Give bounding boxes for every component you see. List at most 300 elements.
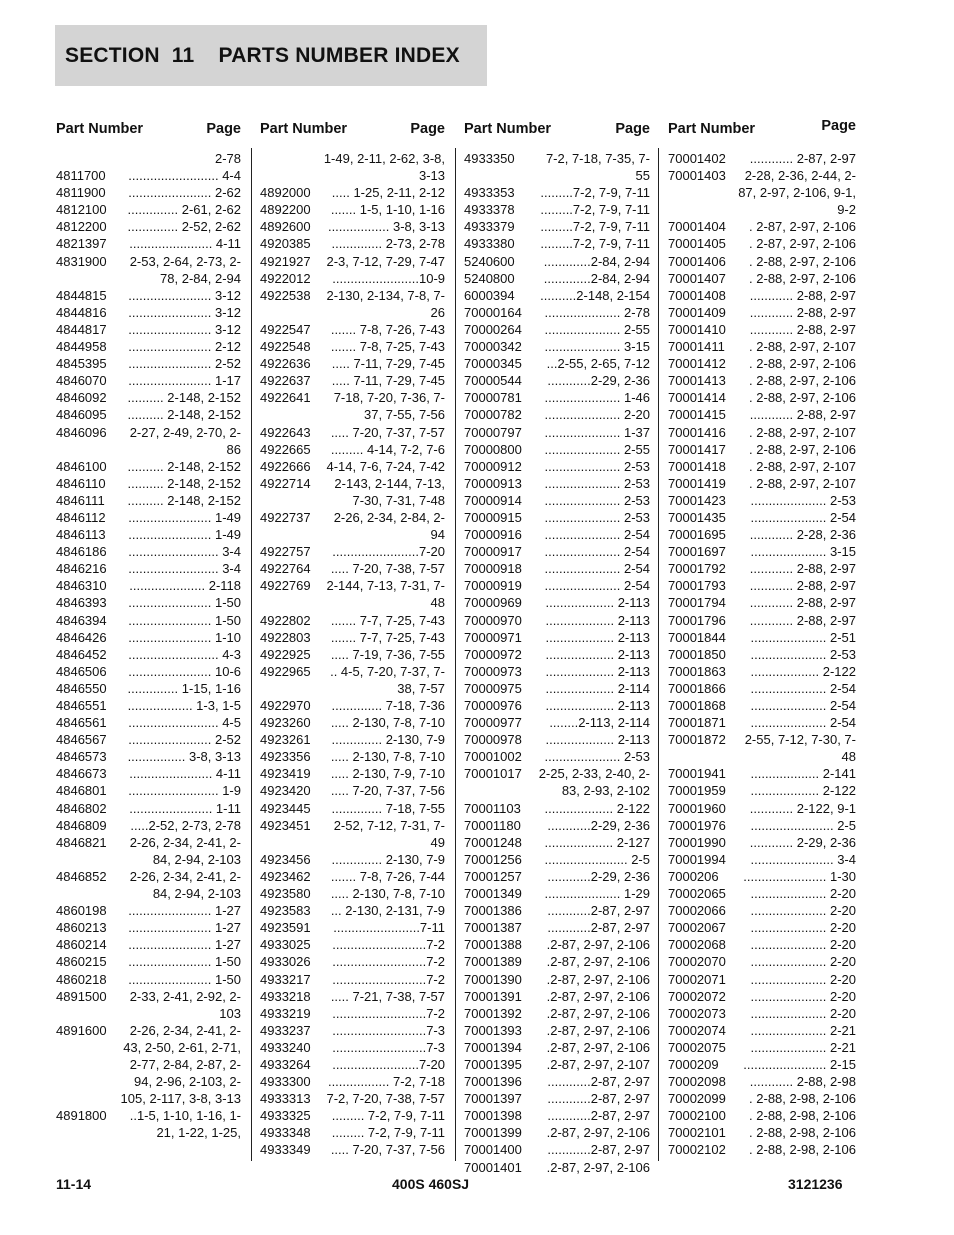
part-number: 70001257	[464, 868, 522, 884]
part-number-header: Part Number	[260, 121, 348, 137]
page-references: .. 4-5, 7-20, 7-37, 7-38, 7-57	[330, 663, 445, 696]
index-entry	[56, 834, 241, 868]
page-references: .2-87, 2-97, 2-106	[546, 1159, 650, 1175]
page-references: ....................... 1-50	[128, 971, 241, 987]
part-number: 4933219	[260, 1005, 311, 1021]
part-number-header: Part Number	[56, 121, 144, 137]
index-entry	[668, 902, 856, 919]
index-entry	[464, 1039, 650, 1056]
part-number: 70000917	[464, 544, 522, 560]
part-number: 70001103	[464, 800, 521, 816]
page-references: ........................7-20	[332, 544, 445, 560]
page-references: ....................... 2-52	[128, 732, 241, 748]
part-number: 70000797	[464, 424, 522, 440]
page-references: .........7-2, 7-9, 7-11	[540, 236, 650, 252]
index-entry	[260, 321, 445, 338]
part-number: 70000919	[464, 578, 522, 594]
page-references: ................... 2-122	[750, 663, 856, 679]
index-entry	[260, 287, 445, 321]
part-number: 70001409	[668, 304, 726, 320]
part-number: 4922666	[260, 458, 311, 474]
page-references: ......................... 4-3	[128, 646, 241, 662]
index-entry	[668, 406, 856, 423]
page-references: .............. 2-73, 2-78	[331, 236, 445, 252]
part-number: 70002073	[668, 1005, 726, 1021]
index-entry	[464, 800, 650, 817]
page-references: ............ 2-88, 2-98	[749, 1074, 856, 1090]
part-number: 70001994	[668, 851, 726, 867]
index-entry	[464, 458, 650, 475]
index-entry	[668, 287, 856, 304]
index-entry	[464, 988, 650, 1005]
part-number: 4892600	[260, 219, 311, 235]
index-entry	[668, 971, 856, 988]
page-references: 2-53, 2-64, 2-73, 2-78, 2-84, 2-94	[129, 253, 241, 286]
part-number: 4923451	[260, 817, 311, 833]
part-number: 4846393	[56, 595, 107, 611]
page-references: ................... 2-127	[544, 834, 650, 850]
page-references: .2-87, 2-97, 2-106	[546, 954, 650, 970]
page-references: . 2-88, 2-97, 2-106	[749, 390, 856, 406]
part-number: 4923356	[260, 749, 311, 765]
part-number: 4922925	[260, 646, 311, 662]
part-number: 4922965	[260, 663, 311, 679]
part-number: 70001399	[464, 1125, 522, 1141]
index-entry	[464, 475, 650, 492]
page-references: ..................... 2-53	[544, 458, 650, 474]
part-number: 70002068	[668, 937, 726, 953]
part-number: 70001868	[668, 698, 726, 713]
index-entry	[56, 424, 241, 458]
part-number: 70000915	[464, 509, 522, 525]
page-references: ............2-29, 2-36	[547, 868, 650, 884]
index-entry	[464, 441, 650, 458]
part-number: 4846673	[56, 766, 107, 782]
part-number: 4846567	[56, 732, 107, 748]
index-entry	[464, 218, 650, 235]
index-entry	[464, 748, 650, 765]
page-references: . 2-88, 2-98, 2-106	[749, 1108, 856, 1124]
part-number: 70001411	[668, 339, 725, 355]
index-entry	[260, 902, 445, 919]
page-references: ..................... 2-54	[544, 527, 650, 543]
page-references: ............2-87, 2-97	[547, 1074, 650, 1090]
page-references: ....................... 1-50	[128, 612, 241, 628]
page-references: ..................... 2-54	[750, 715, 856, 731]
page-references: ..... 7-20, 7-37, 7-57	[330, 424, 445, 440]
part-number: 4933218	[260, 988, 311, 1004]
index-entry	[260, 372, 445, 389]
index-entry	[668, 629, 856, 646]
index-entry	[260, 817, 445, 851]
part-number: 4846070	[56, 373, 107, 389]
part-number: 70000264	[464, 321, 522, 337]
page-references: ..................... 2-54	[750, 680, 856, 696]
page-references: ..................... 2-53	[750, 646, 856, 662]
index-entry	[56, 936, 241, 953]
index-entry	[668, 304, 856, 321]
part-number: 70001390	[464, 971, 522, 987]
index-entry	[56, 235, 241, 252]
part-number: 4933325	[260, 1108, 311, 1124]
part-number: 70001392	[464, 1005, 522, 1021]
part-number: 70002101	[668, 1125, 726, 1141]
part-number: 70000914	[464, 492, 522, 508]
page-references: ..................... 2-20	[750, 920, 856, 936]
index-entry	[260, 150, 445, 184]
index-entry	[260, 782, 445, 799]
index-entry	[464, 492, 650, 509]
part-number: 4846092	[56, 390, 107, 406]
page-references: ..... 7-11, 7-29, 7-45	[331, 356, 445, 372]
page-references: ..................... 2-21	[750, 1039, 856, 1055]
page-references: ................... 2-114	[545, 680, 650, 696]
part-number: 4922548	[260, 339, 311, 355]
page-references: 2-27, 2-49, 2-70, 2-86	[129, 424, 241, 457]
index-entry	[464, 577, 650, 594]
page-header: Page	[410, 121, 445, 137]
part-number: 70000781	[464, 390, 522, 406]
index-entry	[464, 270, 650, 287]
page-references: ............2-87, 2-97	[547, 903, 650, 919]
index-entry	[260, 424, 445, 441]
page-references: ............2-87, 2-97	[547, 1108, 650, 1124]
page-references: ..................... 2-55	[544, 441, 650, 457]
index-entry	[56, 782, 241, 799]
page-references: 2-144, 7-13, 7-31, 7-48	[326, 578, 445, 611]
page-references: 2-26, 2-34, 2-41, 2-84, 2-94, 2-103	[129, 834, 241, 867]
index-entry	[56, 765, 241, 782]
part-number: 70001976	[668, 817, 726, 833]
part-number: 4922769	[260, 578, 311, 594]
part-number: 4860198	[56, 903, 107, 919]
index-entry	[56, 629, 241, 646]
part-number: 70001398	[464, 1108, 522, 1124]
part-number: 4933353	[464, 185, 515, 201]
page-references: .2-87, 2-97, 2-106	[546, 1005, 650, 1021]
page-references: ....................... 3-4	[750, 851, 856, 867]
index-entry	[260, 697, 445, 714]
part-number: 70002100	[668, 1108, 726, 1124]
part-number: 4933378	[464, 202, 515, 218]
part-number: 4831900	[56, 253, 107, 269]
page-references: . 2-88, 2-97, 2-107	[749, 458, 856, 474]
index-entry	[668, 834, 856, 851]
index-entry	[464, 885, 650, 902]
page-references: ....................... 1-49	[128, 509, 241, 525]
index-entry	[668, 338, 856, 355]
page-references: 2-130, 2-134, 7-8, 7-26	[326, 287, 445, 320]
part-number: 4846809	[56, 817, 107, 833]
part-number: 70000973	[464, 663, 522, 679]
part-number: 4922764	[260, 561, 311, 577]
part-number: 4922012	[260, 270, 311, 286]
part-number: 4923580	[260, 886, 311, 902]
part-number: 6000394	[464, 287, 515, 303]
part-number: 4846561	[56, 715, 107, 731]
index-entry	[464, 851, 650, 868]
part-number: 70001402	[668, 151, 726, 166]
index-entry	[464, 372, 650, 389]
page-references: ............ 2-87, 2-97	[749, 151, 856, 166]
part-number: 70001408	[668, 287, 726, 303]
part-number: 4846550	[56, 680, 107, 696]
index-entry	[464, 235, 650, 252]
part-number-header: Part Number	[464, 121, 552, 137]
index-entry	[56, 1107, 241, 1141]
part-number: 4933380	[464, 236, 515, 252]
part-number: 70000918	[464, 561, 522, 577]
part-number: 70001435	[668, 509, 726, 525]
part-number: 70002098	[668, 1074, 726, 1090]
page-references: ....................... 2-5	[544, 851, 650, 867]
index-entry	[464, 714, 650, 731]
page-references: ..........................7-2	[332, 937, 445, 953]
page-references: . 2-88, 2-97, 2-106	[749, 270, 856, 286]
page-references: 2-52, 7-12, 7-31, 7-49	[333, 817, 445, 850]
part-number: 70001395	[464, 1056, 522, 1072]
part-number: 4922757	[260, 544, 311, 560]
page-references: .....2-52, 2-73, 2-78	[130, 817, 241, 833]
index-entry	[668, 851, 856, 868]
page-references: .............. 7-18, 7-36	[331, 698, 445, 713]
index-entry	[56, 458, 241, 475]
index-rows	[464, 150, 650, 1176]
index-entry	[260, 235, 445, 252]
page-references: ........................10-9	[332, 270, 445, 286]
section-title: SECTION 11 PARTS NUMBER INDEX	[65, 43, 460, 67]
part-number: 4812100	[56, 202, 107, 218]
page-references: ..... 2-130, 7-9, 7-10	[330, 766, 445, 782]
part-number: 70001872	[668, 732, 726, 748]
index-entry	[56, 560, 241, 577]
index-entry	[464, 731, 650, 748]
page-references: ..... 1-25, 2-11, 2-12	[331, 185, 445, 201]
part-number: 4923260	[260, 715, 311, 731]
index-entry	[464, 765, 650, 799]
page-references: ..................... 2-53	[544, 492, 650, 508]
part-number: 70001396	[464, 1074, 522, 1090]
part-number: 70001960	[668, 800, 726, 816]
part-number: 4860218	[56, 971, 107, 987]
part-number: 4923420	[260, 783, 311, 799]
index-entry	[668, 731, 856, 765]
page-references: ....................... 1-17	[128, 373, 241, 389]
page-references: ........2-113, 2-114	[549, 715, 650, 731]
index-entry	[56, 646, 241, 663]
part-number: 70001256	[464, 851, 522, 867]
part-number: 4933264	[260, 1056, 311, 1072]
page-references: ....... 7-8, 7-26, 7-44	[330, 868, 445, 884]
part-number: 70000972	[464, 646, 522, 662]
page-references: ..........................7-3	[332, 1039, 445, 1055]
index-rows	[260, 150, 445, 1159]
index-entry	[260, 868, 445, 885]
index-entry	[56, 919, 241, 936]
page-references: ..................... 2-53	[544, 749, 650, 765]
page-references: ..................... 3-15	[750, 544, 856, 560]
part-number: 70001697	[668, 544, 726, 560]
part-number: 4811900	[56, 185, 106, 201]
index-entry	[56, 800, 241, 817]
index-entry	[464, 406, 650, 423]
part-number: 5240800	[464, 270, 515, 286]
index-entry	[464, 680, 650, 697]
part-number: 70001404	[668, 219, 726, 235]
part-number: 70000977	[464, 715, 522, 731]
page-references: ....................... 2-5	[750, 817, 856, 833]
part-number: 70000970	[464, 612, 522, 628]
page-references: 2-28, 2-36, 2-44, 2-87, 2-97, 2-106, 9-1, 9-2	[738, 168, 856, 218]
page-references: ..........................7-2	[332, 971, 445, 987]
part-number: 70000544	[464, 373, 522, 389]
part-number: 4846100	[56, 458, 107, 474]
part-number: 70001401	[464, 1159, 522, 1175]
index-entry	[56, 817, 241, 834]
page-references: ............ 2-29, 2-36	[749, 834, 856, 850]
index-entry	[56, 612, 241, 629]
index-entry	[668, 1141, 856, 1158]
part-number: 70000800	[464, 441, 522, 457]
page-references: 7-18, 7-20, 7-36, 7-37, 7-55, 7-56	[333, 390, 445, 423]
index-column-2	[260, 118, 445, 1159]
page-references: ......................... 3-4	[128, 561, 241, 577]
page-references: .2-87, 2-97, 2-107	[546, 1056, 650, 1072]
part-number: 7000206	[668, 868, 719, 884]
index-entry	[260, 543, 445, 560]
index-entry	[668, 475, 856, 492]
part-number: 70001695	[668, 527, 726, 543]
part-number: 70001017	[464, 766, 522, 782]
index-entry	[56, 988, 241, 1022]
page-references: 2-78	[214, 151, 241, 166]
part-number: 4891500	[56, 988, 107, 1004]
index-entry	[56, 184, 241, 201]
index-entry	[260, 389, 445, 423]
page-references: ................... 2-141	[750, 766, 856, 782]
index-entry	[260, 1124, 445, 1141]
part-number: 4922714	[260, 475, 311, 491]
page-references: ..... 2-130, 7-8, 7-10	[330, 715, 445, 731]
page-references: ..................... 2-54	[544, 561, 650, 577]
index-entry	[464, 509, 650, 526]
page-references: ..................... 2-21	[750, 1022, 856, 1038]
index-entry	[464, 663, 650, 680]
part-number: 4923591	[260, 920, 311, 936]
footer-model: 400S 460SJ	[392, 1176, 470, 1192]
part-number: 4892200	[260, 202, 311, 218]
part-number: 70002072	[668, 988, 726, 1004]
page-references: . 2-88, 2-98, 2-106	[749, 1125, 856, 1141]
index-entry	[260, 646, 445, 663]
index-entry	[260, 971, 445, 988]
index-entry	[668, 270, 856, 287]
index-entry	[260, 1107, 445, 1124]
index-entry	[464, 629, 650, 646]
page-references: ............ 2-88, 2-97	[749, 595, 856, 611]
page-references: .............. 2-61, 2-62	[127, 202, 241, 218]
part-number: 4922538	[260, 287, 311, 303]
index-entry	[56, 526, 241, 543]
index-entry	[668, 868, 856, 885]
part-number: 70001990	[668, 834, 726, 850]
page-references: ....................... 1-50	[128, 954, 241, 970]
page-references: ..... 7-11, 7-29, 7-45	[331, 373, 445, 389]
page-references: .2-87, 2-97, 2-106	[546, 988, 650, 1004]
part-number: 70001387	[464, 920, 522, 936]
index-entry	[668, 1073, 856, 1090]
part-number: 70000975	[464, 680, 522, 696]
index-entry	[260, 270, 445, 287]
index-entry	[56, 492, 241, 509]
page-references: ....................... 3-12	[128, 287, 241, 303]
index-entry	[464, 1073, 650, 1090]
page-references: ....... 7-8, 7-26, 7-43	[330, 321, 445, 337]
index-entry	[668, 680, 856, 697]
index-entry	[464, 817, 650, 834]
part-number: 70001393	[464, 1022, 522, 1038]
index-entry	[464, 1056, 650, 1073]
part-number: 70002099	[668, 1091, 726, 1107]
index-entry	[668, 150, 856, 167]
part-number: 4846096	[56, 424, 107, 440]
page-references: ............2-87, 2-97	[547, 920, 650, 936]
index-entry	[56, 475, 241, 492]
part-number: 4923261	[260, 732, 311, 748]
page-references: ....................... 3-12	[128, 321, 241, 337]
part-number: 4933025	[260, 937, 311, 953]
part-number: 70000782	[464, 407, 522, 423]
page-references: ......... 7-2, 7-9, 7-11	[331, 1108, 445, 1124]
index-entry	[260, 218, 445, 235]
page-references: ............ 2-88, 2-97	[749, 407, 856, 423]
index-entry	[260, 714, 445, 731]
part-number: 4846216	[56, 561, 107, 577]
part-number: 70001412	[668, 356, 726, 372]
index-entry	[668, 663, 856, 680]
index-entry	[464, 594, 650, 611]
page-references: . 2-88, 2-97, 2-107	[749, 339, 856, 355]
page-references: ................... 2-113	[545, 646, 650, 662]
part-number: 4922803	[260, 629, 311, 645]
part-number: 4933348	[260, 1125, 311, 1141]
part-number: 70001248	[464, 834, 522, 850]
part-number: 70001180	[464, 817, 521, 833]
page-references: ....................... 1-27	[128, 920, 241, 936]
index-entry	[260, 851, 445, 868]
index-entry	[464, 1107, 650, 1124]
page-references: ....................... 3-12	[128, 304, 241, 320]
page-references: ....................... 2-15	[743, 1056, 856, 1072]
page-references: .2-87, 2-97, 2-106	[546, 937, 650, 953]
part-number: 70001866	[668, 680, 726, 696]
page-references: ................... 2-113	[545, 612, 650, 628]
part-number: 4922643	[260, 424, 311, 440]
page-references: ................... 2-122	[544, 800, 650, 816]
index-entry	[56, 304, 241, 321]
part-number: 70001418	[668, 458, 726, 474]
index-entry	[260, 731, 445, 748]
part-number: 4860213	[56, 920, 107, 936]
page-references: ....... 7-7, 7-25, 7-43	[330, 629, 445, 645]
page-references: ............2-87, 2-97	[547, 1091, 650, 1107]
page-references: . 2-88, 2-97, 2-106	[749, 441, 856, 457]
index-entry	[464, 424, 650, 441]
page-references: ............ 2-88, 2-97	[749, 612, 856, 628]
page-references: .2-87, 2-97, 2-106	[546, 1039, 650, 1055]
page-references: ....................... 1-49	[128, 527, 241, 543]
part-number: 4891800	[56, 1108, 107, 1124]
